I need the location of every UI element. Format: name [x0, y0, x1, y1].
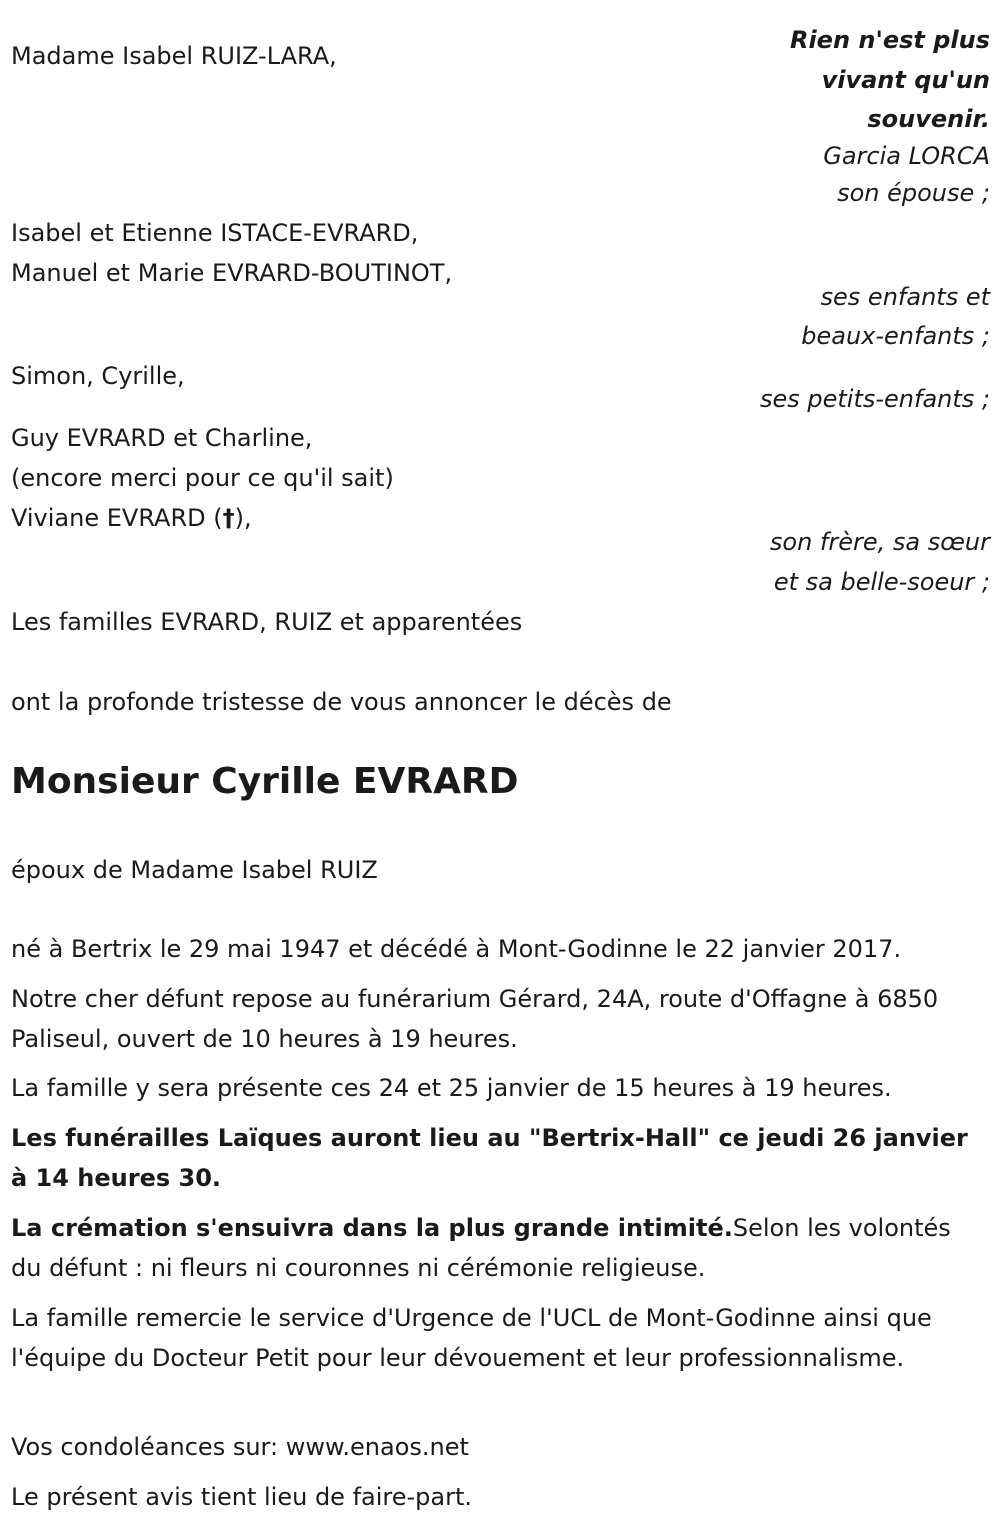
- siblings-relation-1: son frère, sa sœur: [769, 528, 990, 556]
- spouse-relation: son épouse ;: [837, 179, 990, 207]
- siblings-line-1: Guy EVRARD et Charline,: [11, 424, 313, 452]
- spouse-name: Madame Isabel RUIZ-LARA,: [11, 42, 337, 70]
- siblings-relation-2: et sa belle-soeur ;: [773, 568, 990, 596]
- sibling-name: Viviane EVRARD (: [11, 504, 223, 532]
- quote-line-3: souvenir.: [867, 105, 990, 133]
- rest-location: Notre cher défunt repose au funérarium Gérard, 24A, route d'Offagne à 6850 Paliseul, ouvert de 10 heures à 19 heures.: [11, 985, 939, 1053]
- birth-death: né à Bertrix le 29 mai 1947 et décédé à Mont-Godinne le 22 janvier 2017.: [11, 935, 902, 963]
- cross-icon: †: [222, 504, 235, 532]
- quote-line-2: vivant qu'un: [821, 66, 990, 94]
- children-line-1: Isabel et Etienne ISTACE-EVRARD,: [11, 219, 419, 247]
- cremation-bold: La crémation s'ensuivra dans la plus grande intimité.: [11, 1214, 733, 1242]
- cremation-info: [11, 1208, 986, 1288]
- announcement: ont la profonde tristesse de vous annoncer le décès de: [11, 688, 672, 716]
- grandchildren-names: Simon, Cyrille,: [11, 362, 185, 390]
- spouse-of: époux de Madame Isabel RUIZ: [11, 856, 378, 884]
- families: Les familles EVRARD, RUIZ et apparentées: [11, 608, 523, 636]
- quote-line-1: Rien n'est plus: [789, 26, 990, 54]
- siblings-line-3: [11, 498, 252, 538]
- siblings-line-2: (encore merci pour ce qu'il sait): [11, 464, 394, 492]
- sibling-suffix: ),: [234, 504, 252, 532]
- grandchildren-relation: ses petits-enfants ;: [759, 385, 990, 413]
- condolences: Vos condoléances sur: www.enaos.net: [11, 1433, 469, 1461]
- children-relation-2: beaux-enfants ;: [801, 322, 990, 350]
- quote-author: Garcia LORCA: [823, 142, 990, 170]
- children-line-2: Manuel et Marie EVRARD-BOUTINOT,: [11, 259, 453, 287]
- cremation-rest: Selon les volontés du défunt : ni fleurs ni couronnes ni cérémonie religieuse.: [11, 1214, 951, 1282]
- thanks: La famille remercie le service d'Urgence de l'UCL de Mont-Godinne ainsi que l'équipe du Docteur Petit pour leur dévouement et leur professionnalisme.: [11, 1304, 932, 1372]
- notice: Le présent avis tient lieu de faire-part.: [11, 1483, 473, 1511]
- visiting-hours: La famille y sera présente ces 24 et 25 janvier de 15 heures à 19 heures.: [11, 1074, 892, 1102]
- children-relation-1: ses enfants et: [820, 283, 990, 311]
- funeral-info: Les funérailles Laïques auront lieu au "Bertrix-Hall" ce jeudi 26 janvier à 14 heures 30.: [11, 1124, 968, 1192]
- deceased-name: Monsieur Cyrille EVRARD: [11, 761, 519, 802]
